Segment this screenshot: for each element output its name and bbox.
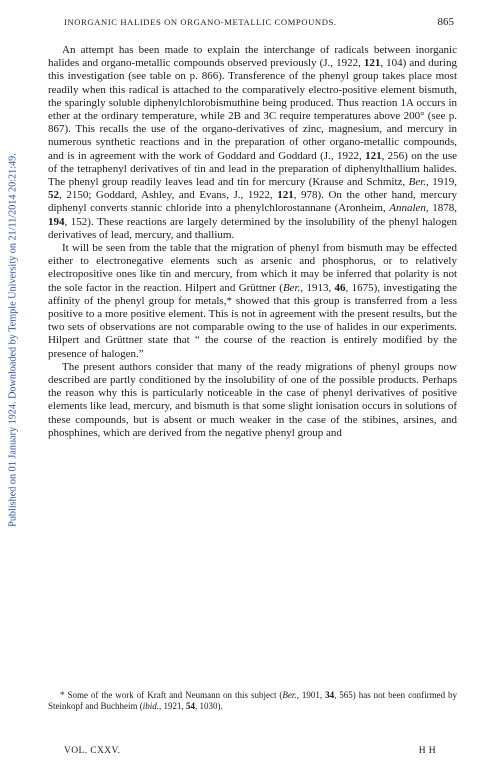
bold-volume: 121 [277,189,294,202]
bold-volume: 46 [334,281,346,294]
watermark-text: Published on 01 January 1924. Downloaded by Temple University on 21/11/2014 20:21:49. [7,153,19,527]
bold-volume: 121 [365,149,382,162]
body-text [48,44,457,440]
signature-mark: H H [418,746,436,756]
volume-label: VOL. CXXV. [64,746,121,756]
paragraph-3: The present authors consider that many of the ready migrations of phenyl groups now described are partly conditioned by the insolubility of one of the possible products. Perhaps the reason why this is particularly noticeable in the case of phenyl derivatives of positive elements like lead, mercury, and bismuth is that some slight ionisation occurs in solutions of these compounds, but is absent or much weaker in the case of the stibines, arsines, and phosphines, which are derived from the negative phenyl group and [48,360,457,439]
bold-volume: 34 [325,690,335,700]
italic-citation: ibid. [142,701,159,711]
bold-volume: 54 [186,701,195,711]
paragraph-2: It will be seen from the table that the migration of phenyl from bismuth may be effected either to electronegative elements such as arsenic and phosphorus, or to relatively electropositive ones like tin and mercury, from which it may be inferred that polarity is not the sole factor in the reaction. Hilpert and Grüttner (Ber., 1913, 46, 1675), investigating the affinity of the phenyl group for metals,* showed that this group is transferred from a less positive to a more positive element. This is not in agreement with the present results, but the two sets of observations are not comparable owing to the use of halides in our experiments. Hilpert and Grüttner state that “ the course of the reaction is entirely modified by the presence of halogen.” [48,242,457,360]
page-footer [64,746,436,756]
footnote [48,690,457,712]
paragraph-1: An attempt has been made to explain the interchange of radicals between inorganic halides and organo-metallic compounds observed previously (J., 1922, 121, 104) and during this investigation (see table on p. 866). Transference of the phenyl group takes place most readily when this radical is attached to the comparatively electro-positive element bismuth, the sparingly soluble diphenylchlorobismuthine being produced. Thus reaction 1A occurs in ether at the ordinary temperature, while 2B and 3C require temperatures above 200° (see p. 867). This recalls the use of the organo-derivatives of zinc, magnesium, and mercury in numerous synthetic reactions and in the preparation of other organo-metallic compounds, and is in agreement with the work of Goddard and Goddard (J., 1922, 121, 256) on the use of the tetraphenyl derivatives of tin and lead in the preparation of diphenylthallium halides. The phenyl group readily leaves lead and tin for mercury (Krause and Schmitz, Ber., 1919, 52, 2150; Goddard, Ashley, and Evans, J., 1922, 121, 978). On the other hand, mercury diphenyl converts stannic chloride into a phenylchlorostannane (Aronheim, Annalen, 1878, 194, 152). These reactions are largely determined by the insolubility of the phenyl halogen derivatives of lead, mercury, and thallium. [48,44,458,241]
download-watermark [2,40,24,640]
running-header [64,16,454,28]
italic-citation: Annalen [389,202,426,215]
italic-citation: Ber. [408,176,427,189]
bold-volume: 121 [363,57,381,70]
bold-volume: 52 [48,189,59,202]
italic-citation: Ber. [282,690,297,700]
footnote-text: * Some of the work of Kraft and Neumann on this subject (Ber., 1901, 34, 565) has not been confirmed by Steinkopf and Buchheim (ibid., 1921, 54, 1030). [48,690,458,711]
italic-citation: Ber. [282,281,301,294]
page-number: 865 [437,16,454,28]
bold-volume: 194 [48,215,65,228]
running-title: INORGANIC HALIDES ON ORGANO-METALLIC COMPOUNDS. [64,17,337,27]
